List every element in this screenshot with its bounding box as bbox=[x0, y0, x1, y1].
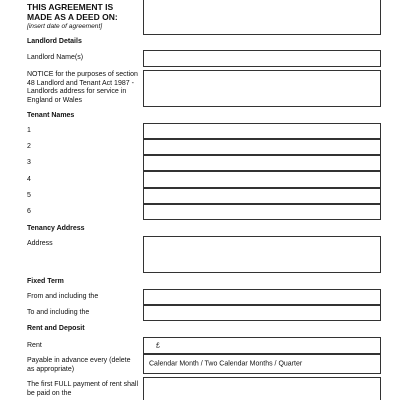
fixed-term-from-field[interactable] bbox=[143, 289, 381, 305]
first-payment-date-field[interactable] bbox=[143, 377, 381, 400]
landlord-name-label: Landlord Name(s) bbox=[27, 54, 84, 61]
payable-label-line1: Payable in advance every (delete bbox=[27, 357, 131, 364]
landlord-notice-line3: Landlords address for service in bbox=[27, 88, 127, 96]
tenant-number-1: 1 bbox=[27, 127, 31, 134]
deed-title-line2: MADE AS A DEED ON: bbox=[27, 12, 118, 22]
rent-deposit-heading: Rent and Deposit bbox=[27, 325, 85, 332]
pound-sign: £ bbox=[156, 342, 160, 349]
deed-date-hint: [insert date of agreement] bbox=[27, 23, 103, 30]
landlord-name-field[interactable] bbox=[143, 50, 381, 67]
first-payment-label-line2: be paid on the bbox=[27, 389, 72, 397]
tenant-name-field-3[interactable] bbox=[143, 155, 381, 171]
rent-label: Rent bbox=[27, 342, 42, 349]
fixed-term-heading: Fixed Term bbox=[27, 278, 64, 285]
landlord-heading: Landlord Details bbox=[27, 38, 82, 45]
landlord-notice-line1: NOTICE for the purposes of section bbox=[27, 71, 138, 78]
fixed-term-from-label: From and including the bbox=[27, 293, 99, 300]
landlord-address-field[interactable] bbox=[143, 70, 381, 107]
rent-amount-field[interactable] bbox=[143, 337, 381, 354]
tenancy-address-label: Address bbox=[27, 240, 53, 247]
deed-title-line1: THIS AGREEMENT IS bbox=[27, 2, 114, 12]
payable-label-line2: as appropriate) bbox=[27, 365, 75, 373]
tenant-name-field-2[interactable] bbox=[143, 139, 381, 155]
tenancy-address-field[interactable] bbox=[143, 236, 381, 273]
tenant-name-field-4[interactable] bbox=[143, 171, 381, 188]
tenant-number-4: 4 bbox=[27, 176, 31, 183]
fixed-term-to-label: To and including the bbox=[27, 309, 90, 316]
payment-frequency-options: Calendar Month / Two Calendar Months / Quarter bbox=[149, 360, 303, 368]
tenant-number-2: 2 bbox=[27, 143, 31, 150]
landlord-notice-line4: England or Wales bbox=[27, 96, 82, 104]
payment-frequency-field[interactable] bbox=[143, 354, 381, 374]
tenant-number-5: 5 bbox=[27, 192, 31, 199]
tenant-name-field-6[interactable] bbox=[143, 204, 381, 220]
tenant-name-field-5[interactable] bbox=[143, 188, 381, 204]
first-payment-label-line1: The first FULL payment of rent shall bbox=[27, 381, 139, 388]
tenants-heading: Tenant Names bbox=[27, 112, 75, 119]
tenancy-address-heading: Tenancy Address bbox=[27, 225, 85, 232]
tenant-name-field-1[interactable] bbox=[143, 123, 381, 139]
fixed-term-to-field[interactable] bbox=[143, 305, 381, 321]
landlord-notice-line2: 48 Landlord and Tenant Act 1987 - bbox=[27, 79, 134, 87]
deed-date-field[interactable] bbox=[143, 0, 381, 35]
tenant-number-3: 3 bbox=[27, 159, 31, 166]
tenant-number-6: 6 bbox=[27, 208, 31, 215]
